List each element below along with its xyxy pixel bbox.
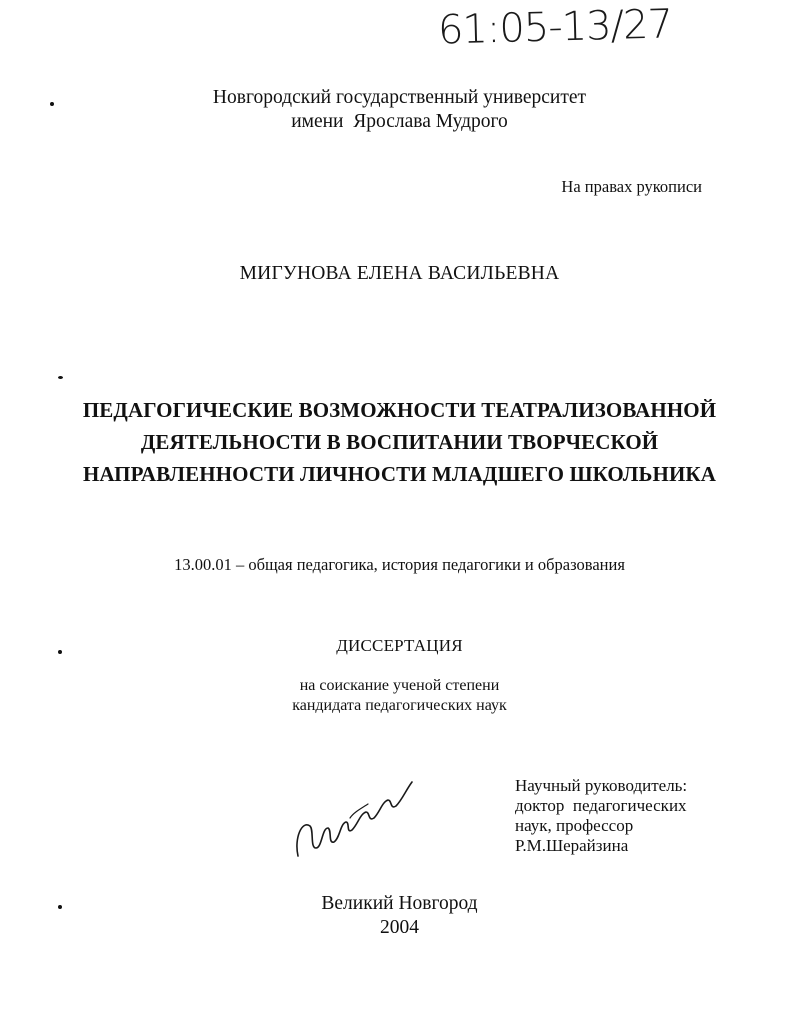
supervisor-label: Научный руководитель: (515, 776, 688, 795)
degree-statement (0, 676, 799, 716)
title-line-3: НАПРАВЛЕННОСТИ ЛИЧНОСТИ МЛАДШЕГО ШКОЛЬНИКА (83, 462, 716, 486)
title-line-1: ПЕДАГОГИЧЕСКИЕ ВОЗМОЖНОСТИ ТЕАТРАЛИЗОВАННОЙ (82, 398, 717, 422)
title-line-2: ДЕЯТЕЛЬНОСТИ В ВОСПИТАНИИ ТВОРЧЕСКОЙ (140, 430, 659, 454)
author-name: МИГУНОВА ЕЛЕНА ВАСИЛЬЕВНА (239, 263, 560, 284)
university-line-1: Новгородский государственный университет (212, 87, 587, 108)
scan-speck (58, 650, 62, 654)
publication-place (0, 892, 799, 940)
dissertation-title (0, 394, 799, 490)
supervisor-name: Р.М.Шерайзина (515, 836, 629, 855)
university-name (0, 86, 799, 134)
archive-number: 61:05-13/27 (437, 1, 673, 54)
degree-line-2: кандидата педагогических наук (292, 697, 507, 714)
scan-speck (58, 376, 63, 379)
supervisor-degree: доктор педагогических (515, 796, 687, 815)
handwritten-signature (288, 768, 418, 868)
scan-speck (50, 102, 54, 106)
degree-line-1: на соискание ученой степени (299, 677, 500, 694)
supervisor-rank: наук, профессор (515, 816, 634, 835)
specialty-code: 13.00.01 – общая педагогика, история педагогики и образования (174, 555, 625, 574)
scan-speck (58, 905, 62, 909)
city-name: Великий Новгород (321, 893, 478, 914)
document-type: ДИССЕРТАЦИЯ (336, 636, 463, 655)
supervisor-block (515, 776, 687, 856)
university-line-2: имени Ярослава Мудрого (291, 111, 508, 132)
manuscript-note: На правах рукописи (561, 177, 702, 196)
publication-year: 2004 (380, 917, 419, 938)
